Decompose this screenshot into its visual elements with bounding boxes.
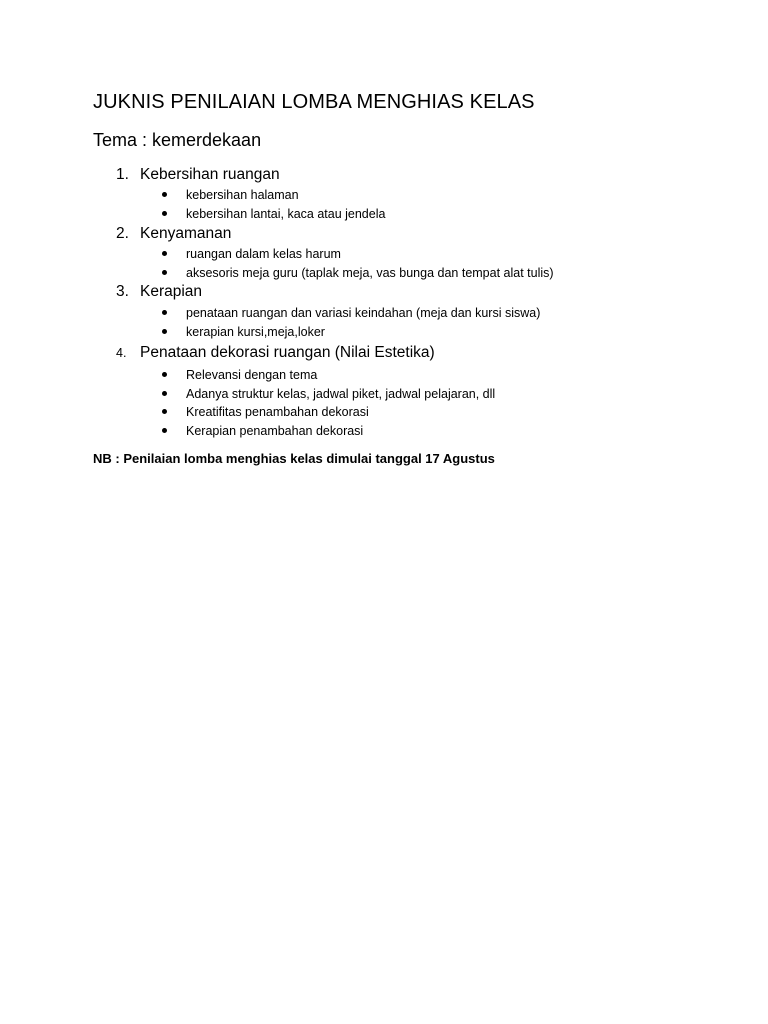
bullet-list bbox=[0, 186, 768, 223]
bullet-icon bbox=[162, 270, 167, 275]
list-item: Adanya struktur kelas, jadwal piket, jadwal pelajaran, dll bbox=[0, 385, 768, 404]
bullet-icon bbox=[162, 251, 167, 256]
section-heading bbox=[116, 343, 435, 363]
list-item: kerapian kursi,meja,loker bbox=[0, 323, 768, 342]
section-heading bbox=[116, 224, 231, 244]
bullet-icon bbox=[162, 391, 167, 396]
document-theme: Tema : kemerdekaan bbox=[93, 130, 262, 150]
list-item: penataan ruangan dan variasi keindahan (meja dan kursi siswa) bbox=[0, 304, 768, 323]
list-item: Kerapian penambahan dekorasi bbox=[0, 422, 768, 441]
list-item: Kreatifitas penambahan dekorasi bbox=[0, 403, 768, 422]
section-title: Penataan dekorasi ruangan (Nilai Estetika) bbox=[140, 344, 435, 361]
section-number: 3. bbox=[116, 283, 129, 300]
bullet-icon bbox=[162, 329, 167, 334]
section-title: Kerapian bbox=[140, 283, 203, 300]
bullet-icon bbox=[162, 372, 167, 377]
list-item: kebersihan lantai, kaca atau jendela bbox=[0, 205, 768, 224]
list-item: ruangan dalam kelas harum bbox=[0, 245, 768, 264]
document-title: JUKNIS PENILAIAN LOMBA MENGHIAS KELAS bbox=[93, 91, 535, 113]
bullet-list bbox=[0, 366, 768, 440]
bullet-icon bbox=[162, 310, 167, 315]
bullet-icon bbox=[162, 409, 167, 414]
section-title: Kenyamanan bbox=[140, 225, 232, 242]
list-item: aksesoris meja guru (taplak meja, vas bunga dan tempat alat tulis) bbox=[0, 264, 768, 283]
bullet-icon bbox=[162, 211, 167, 216]
section-title: Kebersihan ruangan bbox=[140, 166, 280, 183]
section-number: 2. bbox=[116, 225, 129, 242]
bullet-icon bbox=[162, 192, 167, 197]
note-text: NB : Penilaian lomba menghias kelas dimulai tanggal 17 Agustus bbox=[93, 451, 495, 466]
section-heading bbox=[116, 282, 202, 302]
bullet-icon bbox=[162, 428, 167, 433]
list-item: kebersihan halaman bbox=[0, 186, 768, 205]
list-item: Relevansi dengan tema bbox=[0, 366, 768, 385]
section-number: 1. bbox=[116, 166, 129, 183]
section-number: 4. bbox=[116, 346, 127, 360]
bullet-list bbox=[0, 245, 768, 282]
section-heading bbox=[116, 165, 280, 185]
bullet-list bbox=[0, 304, 768, 341]
